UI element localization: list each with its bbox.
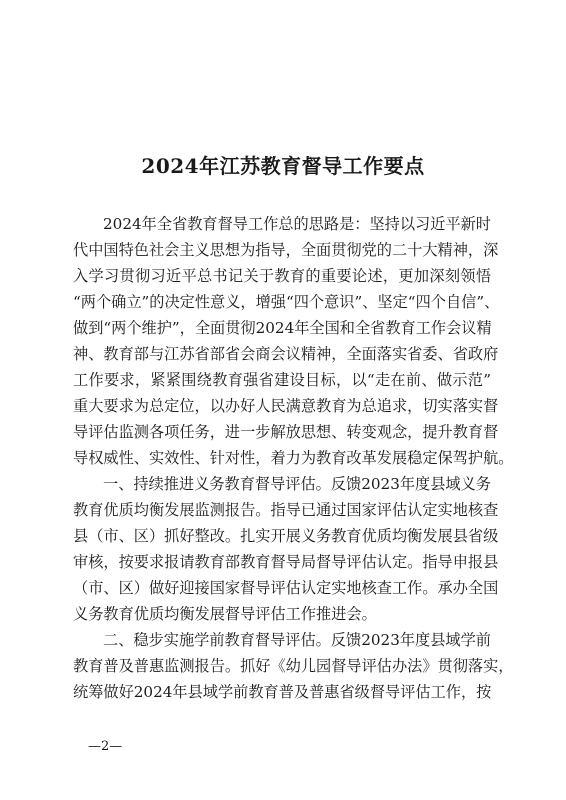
- paragraph-line: 2024年全省教育督导工作总的思路是：坚持以习近平新时: [103, 215, 491, 233]
- paragraph-line: 县（市、区）抓好整改。扎实开展义务教育优质均衡发展县省级: [73, 527, 499, 545]
- page-title: 2024年江苏教育督导工作要点: [141, 154, 425, 178]
- paragraph-line: “两个确立”的决定性意义，增强“四个意识”、坚定“四个自信”、: [73, 293, 500, 311]
- paragraph-line: 二、稳步实施学前教育督导评估。反馈2023年度县域学前: [103, 631, 491, 649]
- paragraph-line: （市、区）做好迎接国家督导评估认定实地核查工作。承办全国: [73, 579, 499, 597]
- paragraph-line: 统筹做好2024年县域学前教育普及普惠省级督导评估工作，按: [73, 683, 492, 701]
- paragraph-line: 一、持续推进义务教育督导评估。反馈2023年度县域义务: [103, 475, 491, 493]
- paragraph-line: 神、教育部与江苏省部省会商会议精神，全面落实省委、省政府: [73, 345, 499, 363]
- paragraph-line: 导评估监测各项任务，进一步解放思想、转变观念，提升教育督: [73, 423, 499, 441]
- paragraph-line: 教育优质均衡发展监测报告。指导已通过国家评估认定实地核查: [73, 501, 499, 519]
- paragraph-line: 义务教育优质均衡发展督导评估工作推进会。: [73, 605, 377, 623]
- paragraph-line: 入学习贯彻习近平总书记关于教育的重要论述，更加深刻领悟: [73, 267, 491, 285]
- paragraph-line: 工作要求，紧紧围绕教育强省建设目标，以“走在前、做示范”: [73, 371, 491, 389]
- paragraph-line: 教育普及普惠监测报告。抓好《幼儿园督导评估办法》贯彻落实，: [73, 657, 514, 675]
- page-number: —2—: [88, 739, 123, 754]
- paragraph-line: 重大要求为总定位，以办好人民满意教育为总追求，切实落实督: [73, 397, 499, 415]
- paragraph-line: 代中国特色社会主义思想为指导，全面贯彻党的二十大精神，深: [73, 241, 499, 259]
- paragraph-line: 做到“两个维护”，全面贯彻2024年全国和全省教育工作会议精: [73, 319, 492, 337]
- paragraph-line: 导权威性、实效性、针对性，着力为教育改革发展稳定保驾护航。: [73, 449, 514, 467]
- paragraph-line: 审核，按要求报请教育部教育督导局督导评估认定。指导申报县: [73, 553, 499, 571]
